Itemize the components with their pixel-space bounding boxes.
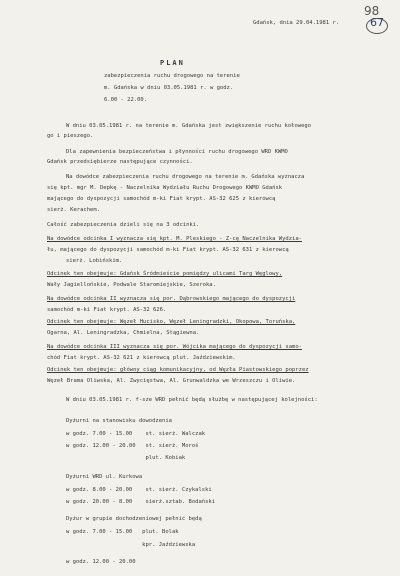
body-line: Na dowódce odcinka III wyznacza się por. Wójcika mającego do dyspozycji samo-: [47, 344, 302, 350]
handwritten-page-number: 98: [364, 4, 380, 18]
body-line: Całość zabezpieczenia dzieli się na 3 odcinki.: [47, 222, 200, 228]
date-line: Gdańsk, dnia 29.04.1981 r.: [253, 20, 340, 26]
body-line: łu, mającego do dyspozycji samochód m-ki Fiat krypt. AS-32 631 z kierowcą: [47, 247, 289, 253]
duty-line: w godz. 7.00 - 15.00 st. sierż. Walczak: [66, 431, 206, 437]
duty-line: w godz. 20.00 - 8.00 sierż.sztab. Bodański: [66, 499, 216, 505]
body-line: W dniu 03.05.1981 r. f-sze WRD pełnić będą służbę w następującej kolejności:: [66, 397, 318, 403]
body-line: Wały Jagiellońskie, Podwale Staromiejskie, Szeroka.: [47, 282, 216, 288]
subtitle-line-1: zabezpieczenia ruchu drogowego na terenie: [104, 73, 240, 79]
duty-line: kpr. Jaździewska: [66, 542, 196, 548]
body-line: Odcinek ten obejmuje: główny ciąg komunikacyjny, od Węzła Piastowskiego poprzez: [47, 367, 309, 373]
body-line: Odcinek ten obejmuje: Węzeł Hucisko, Węzeł Leningradzki, Okopowa, Toruńska,: [47, 319, 296, 325]
body-line: Odcinek ten obejmuje: Gdańsk Śródmieście pomiędzy ulicami Targ Węglowy,: [47, 271, 283, 277]
body-line: chód Fiat krypt. AS-32 621 z kierowcą plut. Jaździewskim.: [47, 355, 236, 361]
subtitle-line-2: m. Gdańska w dniu 03.05.1981 r. w godz.: [104, 85, 234, 91]
body-line: Dla zapewnienia bezpieczeństwa i płynności ruchu drogowego WRD KWMO: [66, 149, 288, 155]
subtitle-line-3: 6.00 - 22.00.: [104, 97, 148, 103]
duty-line: w godz. 7.00 - 15.00 plut. Bolak: [66, 529, 179, 535]
duty-heading: Dyżurni WRD ul. Kurkowa: [66, 474, 143, 480]
duty-line: w godz. 12.00 - 20.00 st. sierż. Moroś: [66, 443, 199, 449]
duty-heading: Dyżur w grupie dochodzeniowej pełnić będą: [66, 516, 202, 522]
body-line: go i pieszego.: [47, 133, 94, 139]
body-line: sierż. Kerachem.: [47, 207, 100, 213]
body-line: mającego do dyspozycji samochód m-ki Fiat krypt. AS-32 625 z kierowcą: [47, 196, 276, 202]
body-line: Ogarna, Al. Leningradzka, Chmielna, Stągiewna.: [47, 330, 200, 336]
document-title: PLAN: [160, 59, 185, 67]
duty-line: plut. Kobiak: [66, 455, 186, 461]
duty-line: w godz. 8.00 - 20.00 st. sierż. Czykalski: [66, 487, 212, 493]
body-line: Na dowódce odcinka II wyznacza się por. Dąbrowskiego mającego do dyspozycji: [47, 296, 296, 302]
body-line: Na dowódce odcinka I wyznacza się kpt. M. Pleskiego - Z-cę Naczelnika Wydzia-: [47, 236, 302, 242]
body-line: się kpt. mgr M. Depkę - Naczelnika Wydziału Ruchu Drogowego KWMO Gdańsk: [47, 185, 283, 191]
body-line: sierż. Lobińskim.: [66, 258, 123, 264]
body-line: Węzeł Brama Oliwska, Al. Zwycięstwa, Al. Grunwaldzka we Wrzeszczu i Oliwie.: [47, 378, 296, 384]
body-line: Gdańsk przedsiębierze następujące czynności.: [47, 159, 193, 165]
duty-heading: Dyżurni na stanowisku dowodzenia: [66, 418, 172, 424]
body-line: Na dowódce zabezpieczenia ruchu drogowego na terenie m. Gdańska wyznacza: [66, 174, 305, 180]
handwritten-note: 67: [370, 16, 384, 29]
body-line: samochód m-ki Fiat krypt. AS-32 626.: [47, 307, 167, 313]
duty-line: w godz. 12.00 - 20.00: [66, 559, 136, 565]
body-line: W dniu 03.05.1981 r. na terenie m. Gdańska jest zwiększenie ruchu kołowego: [66, 123, 312, 129]
